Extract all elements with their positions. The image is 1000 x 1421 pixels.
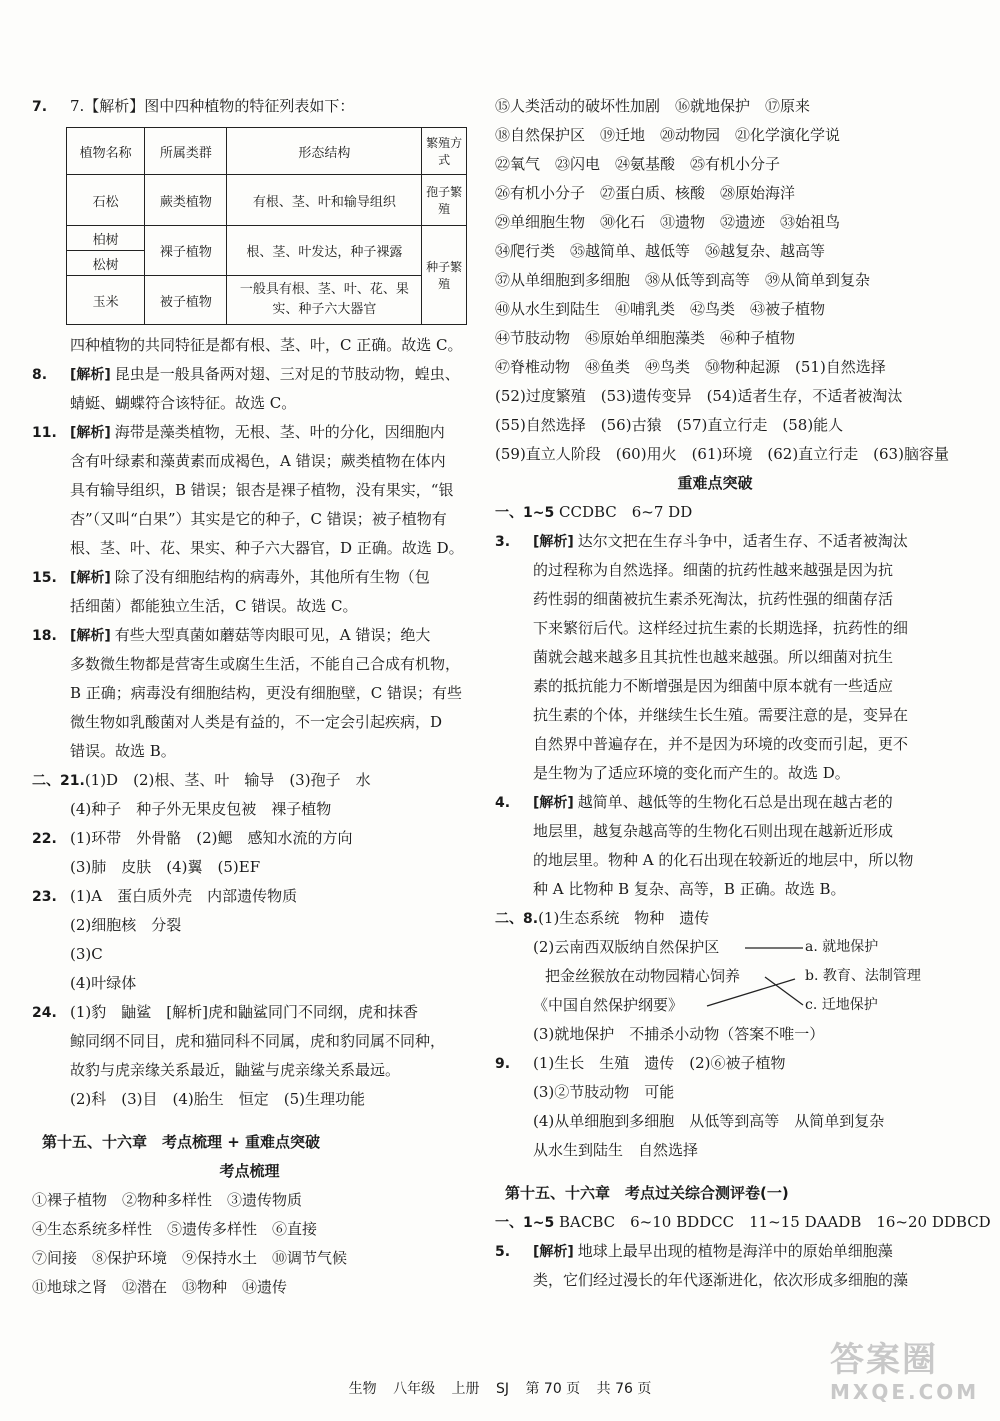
right-column — [495, 92, 991, 1295]
text-line — [495, 1237, 935, 1266]
question-number: 15. — [32, 570, 57, 586]
q7-heading: 7. 7.【解析】图中四种植物的特征列表如下： — [32, 97, 355, 115]
text-line — [32, 1027, 467, 1056]
text-line: ㊲从单细胞到多细胞 ㊳从低等到高等 ㊴从简单到复杂 — [495, 271, 871, 289]
text-line — [32, 621, 467, 650]
text-line: ㉞爬行类 ㉟越简单、越低等 ㊱越复杂、越高等 — [495, 242, 826, 260]
line-text: 海带是藻类植物，无根、茎、叶的分化，因细胞内 — [114, 423, 445, 441]
line-text: 地层里，越复杂越高等的生物化石则出现在越新近形成 — [533, 822, 894, 840]
line-text: 微生物如乳酸菌对人类是有益的，不一定会引起疾病，D — [70, 713, 443, 731]
text-line — [495, 556, 935, 585]
text-line — [495, 1049, 935, 1078]
text-line: ⑦间接 ⑧保护环境 ⑨保持水土 ⑩调节气候 — [32, 1249, 348, 1267]
chapter-title: 第十五、十六章 考点梳理 + 重难点突破 — [42, 1133, 321, 1151]
text-line: ㉖有机小分子 ㉗蛋白质、核酸 ㉘原始海洋 — [495, 184, 796, 202]
text-line — [32, 853, 467, 882]
line-text: B 正确；病毒没有细胞结构，更没有细胞壁，C 错误；有些 — [70, 684, 463, 702]
text-line — [32, 360, 467, 389]
question-number: 24. — [32, 1005, 57, 1021]
line-text: 越简单、越低等的生物化石总是出现在越古老的 — [577, 793, 893, 811]
left-answer-lines — [32, 331, 467, 1114]
text-line — [32, 447, 467, 476]
kaodian-list-continued — [495, 92, 949, 469]
text-line — [495, 817, 935, 846]
line-text: (3)C — [70, 945, 103, 963]
line-text: 的地层里。物种 A 的化石出现在较新近的地层中，所以物 — [533, 851, 914, 869]
line-text: (1)D (2)根、茎、叶 输导 (3)孢子 水 — [84, 771, 371, 789]
analysis-tag: [解析] — [533, 795, 574, 811]
right-answer-lines — [495, 498, 935, 933]
line-text: (2)细胞核 分裂 — [70, 916, 182, 934]
line-text: (4)种子 种子外无果皮包被 裸子植物 — [70, 800, 332, 818]
text-line — [495, 846, 935, 875]
question-number: 二、8. — [495, 911, 539, 927]
text-line — [495, 759, 935, 788]
table-row: 柏树 裸子植物 根、茎、叶发达，种子裸露 种子繁殖 — [67, 226, 467, 251]
table-row: 玉米 被子植物 一般具有根、茎、叶、花、果实、种子六大器官 — [67, 276, 467, 325]
line-text: BACBC 6~10 BDDCC 11~15 DAADB 16~20 DDBCD — [554, 1213, 991, 1231]
question-number: 11. — [32, 425, 57, 441]
line-text: (3)②节肢动物 可能 — [533, 1083, 675, 1101]
line-text: 有些大型真菌如蘑菇等肉眼可见，A 错误；绝大 — [114, 626, 431, 644]
line-text: 类，它们经过漫长的年代逐渐进化，依次形成多细胞的藻 — [533, 1271, 909, 1289]
text-line — [32, 418, 467, 447]
line-text: 具有输导组织，B 错误；银杏是裸子植物，没有果实，“银 — [70, 481, 454, 499]
text-line — [32, 476, 467, 505]
text-line — [32, 650, 467, 679]
text-line: ㊵从水生到陆生 ㊶哺乳类 ㊷鸟类 ㊸被子植物 — [495, 300, 826, 318]
text-line — [32, 824, 467, 853]
text-line — [495, 614, 935, 643]
text-line — [495, 1208, 991, 1237]
text-line — [495, 1136, 935, 1165]
line-text: 多数微生物都是营寄生或腐生生活，不能自己合成有机物， — [70, 655, 461, 673]
line-text: 种 A 比物种 B 复杂、高等，B 正确。故选 B。 — [533, 880, 846, 898]
text-line — [495, 788, 935, 817]
text-line — [495, 672, 935, 701]
question-number: 一、1~5 — [495, 505, 555, 521]
question-number: 8. — [32, 367, 48, 383]
line-text: 故豹与虎亲缘关系最近，鼬鲨与虎亲缘关系最远。 — [70, 1061, 401, 1079]
text-line — [32, 1085, 467, 1114]
question-number: 3. — [495, 534, 511, 550]
test-title: 第十五、十六章 考点过关综合测评卷(一) — [505, 1184, 789, 1202]
matching-diagram: (2)云南西双版纳自然保护区 把金丝猴放在动物园精心饲养 《中国自然保护纲要》 a. 就地保护 b. 教育、法制管理 c. 迁地保护 — [495, 933, 935, 1020]
line-text: (3)肺 皮肤 (4)翼 (5)EF — [70, 858, 261, 876]
text-line — [495, 1266, 935, 1295]
text-line — [495, 701, 935, 730]
line-text: (1)A 蛋白质外壳 内部遗传物质 — [70, 887, 298, 905]
line-text: 自然界中普遍存在，并不是因为环境的改变而引起，更不 — [533, 735, 909, 753]
text-line: ⑮人类活动的破坏性加剧 ⑯就地保护 ⑰原来 — [495, 97, 811, 115]
text-line — [495, 904, 935, 933]
text-line — [495, 1020, 935, 1049]
line-text: 的过程称为自然选择。细菌的抗药性越来越强是因为抗 — [533, 561, 894, 579]
line-text: 杏”（又叫“白果”）其实是它的种子，C 错误；被子植物有 — [70, 510, 447, 528]
text-line — [32, 534, 467, 563]
line-text: 药性弱的细菌被抗生素杀死淘汰，抗药性强的细菌存活 — [533, 590, 894, 608]
line-text: (1)豹 鼬鲨 [解析]虎和鼬鲨同门不同纲，虎和抹香 — [70, 1003, 418, 1021]
text-line — [495, 643, 935, 672]
text-line: ⑱自然保护区 ⑲迁地 ⑳动物园 ㉑化学演化学说 — [495, 126, 841, 144]
line-text: (2)科 (3)目 (4)胎生 恒定 (5)生理功能 — [70, 1090, 365, 1108]
matching-lines — [495, 933, 935, 1020]
section-title-kaodian: 考点梳理 — [219, 1162, 280, 1180]
text-line — [495, 730, 935, 759]
line-text: 含有叶绿素和藻黄素而成褐色，A 错误；蕨类植物在体内 — [70, 452, 446, 470]
text-line: ㉒氧气 ㉓闪电 ㉔氨基酸 ㉕有机小分子 — [495, 155, 781, 173]
line-text: (1)生态系统 物种 遗传 — [538, 909, 710, 927]
text-line — [32, 708, 467, 737]
question-number: 22. — [32, 831, 57, 847]
question-number: 二、21. — [32, 773, 85, 789]
text-line — [32, 766, 467, 795]
text-line — [495, 498, 935, 527]
text-line — [32, 679, 467, 708]
left-column — [32, 92, 467, 1302]
line-text: 是生物为了适应环境的变化而产生的。故选 D。 — [533, 764, 850, 782]
text-line: ㊼脊椎动物 ㊽鱼类 ㊾鸟类 ㊿物种起源 (51)自然选择 — [495, 358, 886, 376]
analysis-tag: [解析] — [70, 367, 111, 383]
line-text: 括细菌）都能独立生活，C 错误。故选 C。 — [70, 597, 358, 615]
text-line: (59)直立人阶段 (60)用火 (61)环境 (62)直立行走 (63)脑容量 — [495, 445, 949, 463]
line-text: 四种植物的共同特征是都有根、茎、叶，C 正确。故选 C。 — [70, 336, 463, 354]
table-header-row: 植物名称 所属类群 形态结构 繁殖方式 — [67, 128, 467, 175]
text-line: ④生态系统多样性 ⑤遗传多样性 ⑥直接 — [32, 1220, 318, 1238]
text-line — [32, 505, 467, 534]
line-text: (1)生长 生殖 遗传 (2)⑥被子植物 — [533, 1054, 786, 1072]
text-line — [32, 998, 467, 1027]
text-line: ⑪地球之肾 ⑫潜在 ⑬物种 ⑭遗传 — [32, 1278, 288, 1296]
line-text: 错误。故选 B。 — [70, 742, 176, 760]
text-line — [32, 969, 467, 998]
text-line: ①裸子植物 ②物种多样性 ③遗传物质 — [32, 1191, 303, 1209]
line-text: 达尔文把在生存斗争中，适者生存、不适者被淘汰 — [577, 532, 908, 550]
plant-table — [66, 127, 467, 325]
text-line: (55)自然选择 (56)古猿 (57)直立行走 (58)能人 — [495, 416, 844, 434]
text-line — [495, 875, 935, 904]
text-line: ㉙单细胞生物 ㉚化石 ㉛遗物 ㉜遗迹 ㉝始祖鸟 — [495, 213, 841, 231]
text-line — [32, 389, 467, 418]
watermark-logo: 答案圈 MXQE.COM — [830, 1340, 980, 1404]
text-line — [32, 1056, 467, 1085]
text-line — [495, 1078, 935, 1107]
text-line — [495, 585, 935, 614]
page-footer: 生物 八年级 上册 SJ 第 70 页 共 76 页 — [348, 1381, 652, 1397]
text-line: (52)过度繁殖 (53)遗传变异 (54)适者生存，不适者被淘汰 — [495, 387, 903, 405]
table-row: 松树 — [67, 251, 467, 276]
line-text: 抗生素的个体，并继续生长生殖。需要注意的是，变异在 — [533, 706, 909, 724]
line-text: CCDBC 6~7 DD — [554, 503, 693, 521]
line-text: 鲸同纲不同目，虎和猫同科不同属，虎和豹同属不同种， — [70, 1032, 446, 1050]
table-row: 石松 蕨类植物 有根、茎、叶和输导组织 孢子繁殖 — [67, 175, 467, 226]
line-text: 菌就会越来越多且其抗性也越来越强。所以细菌对抗生 — [533, 648, 894, 666]
analysis-tag: [解析] — [70, 570, 111, 586]
text-line: ㊹节肢动物 ㊺原始单细胞藻类 ㊻种子植物 — [495, 329, 796, 347]
text-line — [495, 1107, 935, 1136]
analysis-tag: [解析] — [70, 425, 111, 441]
text-line — [32, 592, 467, 621]
line-text: 下来繁衍后代。这样经过抗生素的长期选择，抗药性的细 — [533, 619, 909, 637]
line-text: (4)从单细胞到多细胞 从低等到高等 从简单到复杂 — [533, 1112, 885, 1130]
line-text: 昆虫是一般具备两对翅、三对足的节肢动物，蝗虫、 — [114, 365, 460, 383]
text-line — [495, 527, 935, 556]
text-line — [32, 563, 467, 592]
line-text: 素的抵抗能力不断增强是因为细菌中原本就有一些适应 — [533, 677, 894, 695]
text-line — [32, 911, 467, 940]
text-line — [32, 940, 467, 969]
kaodian-list — [32, 1186, 467, 1302]
line-text: (4)叶绿体 — [70, 974, 137, 992]
line-text: (1)环带 外骨骼 (2)鳃 感知水流的方向 — [70, 829, 353, 847]
analysis-tag: [解析] — [533, 534, 574, 550]
text-line — [32, 331, 467, 360]
text-line — [32, 882, 467, 911]
question-number: 18. — [32, 628, 57, 644]
question-number: 一、1~5 — [495, 1215, 555, 1231]
line-text: 从水生到陆生 自然选择 — [533, 1141, 699, 1159]
line-text: 蜻蜓、蝴蝶符合该特征。故选 C。 — [70, 394, 297, 412]
question-number: 23. — [32, 889, 57, 905]
text-line — [32, 737, 467, 766]
question-number: 4. — [495, 795, 511, 811]
line-text: (3)就地保护 不捕杀小动物（答案不唯一） — [533, 1025, 825, 1043]
line-text: 地球上最早出现的植物是海洋中的原始单细胞藻 — [577, 1242, 893, 1260]
section-title-zhongnandian: 重难点突破 — [677, 474, 753, 492]
question-number: 5. — [495, 1244, 511, 1260]
line-text: 根、茎、叶、花、果实、种子六大器官，D 正确。故选 D。 — [70, 539, 464, 557]
analysis-tag: [解析] — [70, 628, 111, 644]
text-line — [32, 795, 467, 824]
analysis-tag: [解析] — [533, 1244, 574, 1260]
question-number: 9. — [495, 1056, 511, 1072]
line-text: 除了没有细胞结构的病毒外，其他所有生物（包 — [114, 568, 430, 586]
